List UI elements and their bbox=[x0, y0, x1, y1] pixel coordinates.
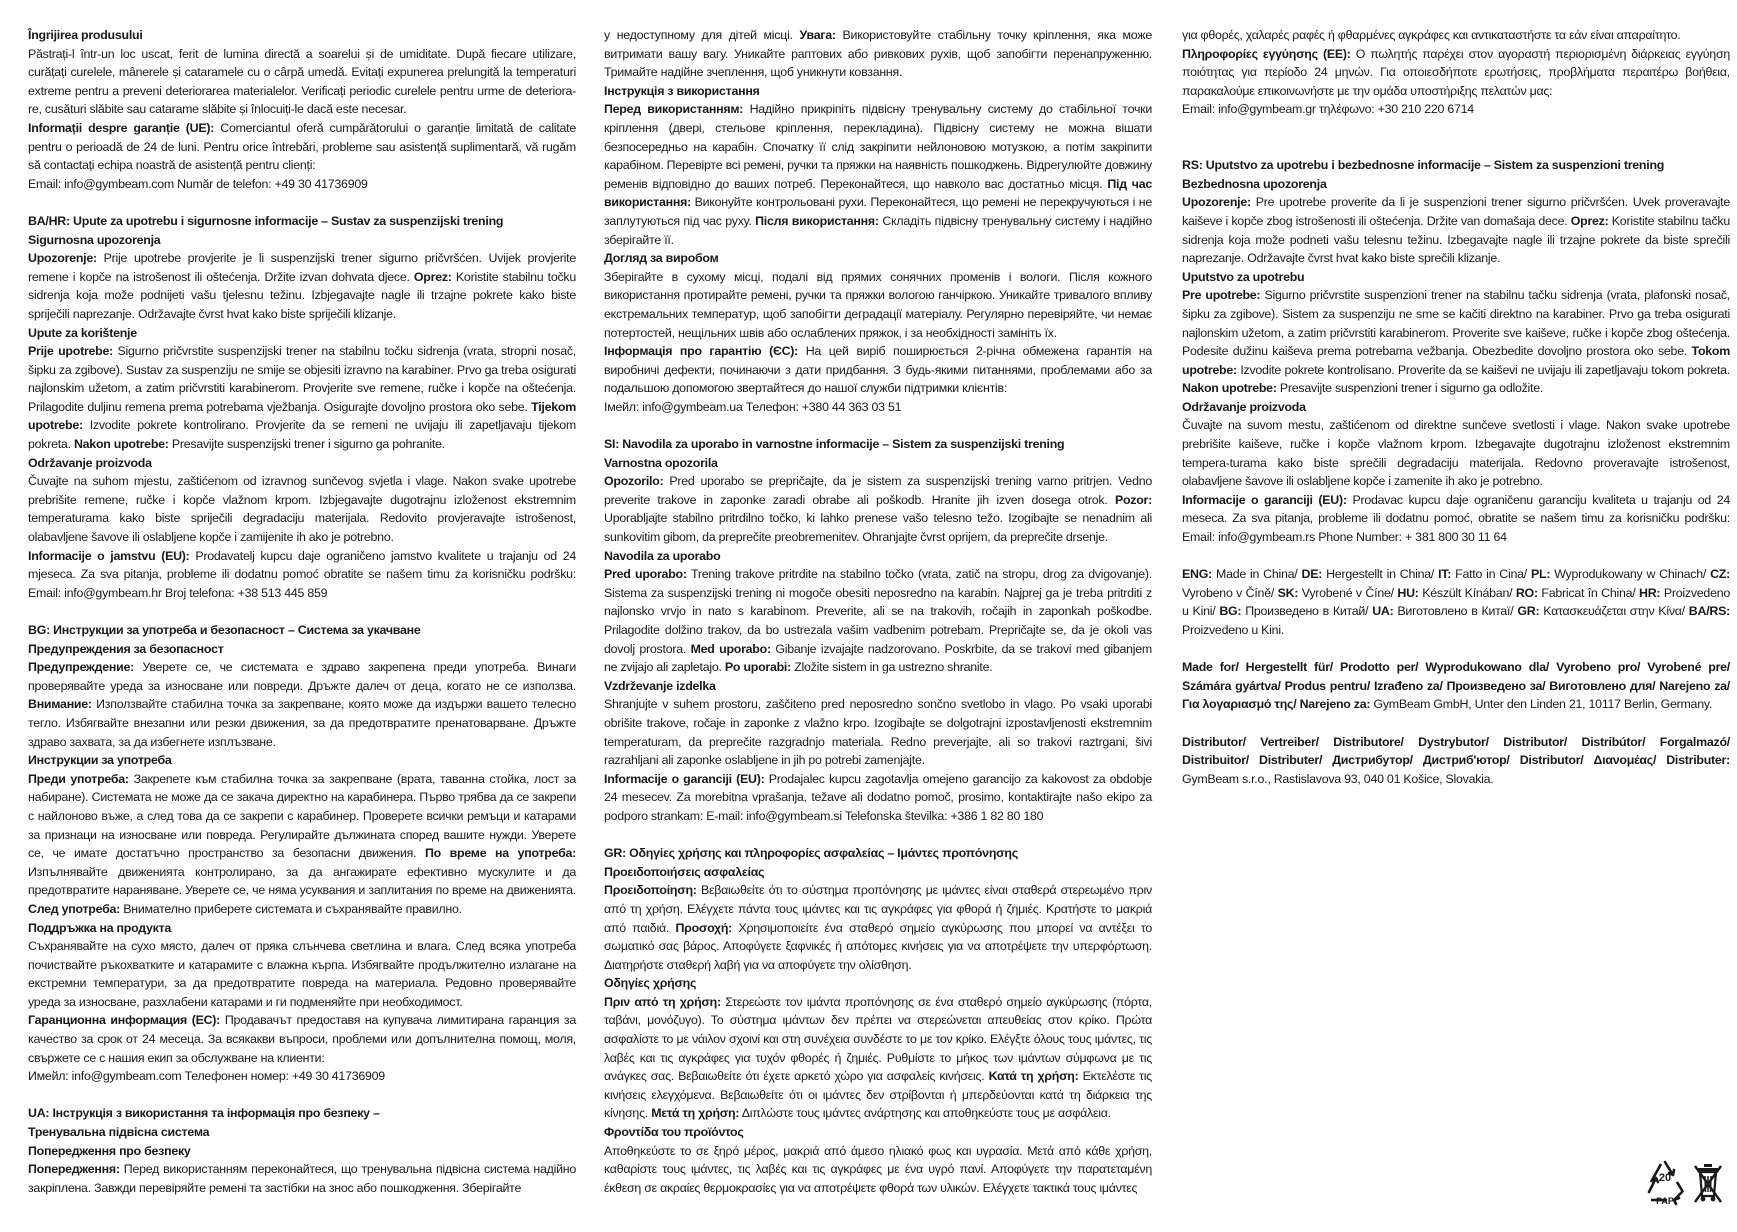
origin-label: SK: bbox=[1277, 585, 1299, 600]
rs-title: RS: Uputstvo za upotrebu i bezbednosne informacije – Sistem za suspenzioni trening bbox=[1182, 158, 1665, 173]
gr-before-text: Στερεώστε τον ιμάντα προπόνησης σε ένα σταθερό σημείο αγκύρωσης (πόρτα, ταβάνι, μονόζυγο). Το σύστημα ιμάντων δεν πρέπει να στερεώνεται απευθείας στον κρίκο. Πρώτα ασφαλίστε το με νάιλον σχοινί και στη συνέχεια συνδέστε το με τον κρίκο. Ελέγξτε όλους τους ιμάντες, τις λαβές και τις αγκράφες για τυχόν φθορές ή ζημιές. Ρυθμίστε το μήκος των ιμάντων σύμφωνα με τις ανάγκες σας. Βεβαιωθείτε ότι έχετε αρκετό χώρο για ασφαλείς κινήσεις. bbox=[604, 994, 1152, 1084]
rs-caution-label: Oprez: bbox=[1570, 213, 1609, 228]
rs-warn-text: Pre upotrebe proverite da li je suspenzioni trener sigurno pričvršćen. Uvek proveravajte kaiševe i kopče zbog istrošenosti ili oštećenja. Držite van domašaja dece. bbox=[1182, 195, 1730, 228]
origin-text: Készült Kínában/ bbox=[1418, 585, 1516, 600]
si-use-text bbox=[604, 565, 1152, 677]
gr-warn-label: Προειδοποίηση: bbox=[604, 883, 697, 898]
si-warranty bbox=[604, 770, 1152, 826]
rs-before-text: Sigurno pričvrstite suspenzioni trener na stabilnu tačku sidrenja (vrata, plafonski nosač, šipku za zgibove). Sistem za suspenziju ne sme se kačiti direktno na karabiner. Prvo ga treba osigurati najlonskim užetom, a zatim pričvrstiti karabinerom. Proverite sve kaiševe, ručke i kopče zbog oštećenja. Podesite dužinu kaiševa prema potrebama vežbanja. Obezbedite dovoljno prostora oko sebe. bbox=[1182, 288, 1730, 359]
column-1 bbox=[28, 26, 576, 1197]
rs-during-label: Tokom upotrebe: bbox=[1182, 344, 1730, 377]
recycle-number: 20 bbox=[1658, 1172, 1672, 1184]
distributor bbox=[1182, 733, 1730, 789]
gr-maint-title: Φροντίδα του προϊόντος bbox=[604, 1125, 744, 1140]
origin-text: Fatto in Cina/ bbox=[1451, 567, 1531, 582]
ua-caution-text: Використовуйте стабільну точку кріплення, яка може витримати вашу вагу. Уникайте раптових або ривкових рухів, щоб запобігти перенапруженню. Тримайте надійне зчеплення, щоб уникнути ковзання. bbox=[604, 28, 1152, 80]
origin-text: Произведено в Китай/ bbox=[1241, 604, 1373, 619]
ba-use-text bbox=[28, 342, 576, 454]
rs-caution-text: Koristite stabilnu tačku sidrenja koja može podneti vašu telesnu težinu. Izbegavajte nagle ili trzajne pokrete da biste sprečili naprezanje. Održavajte čvrst hvat kako biste sprečili klizanje. bbox=[1182, 213, 1730, 266]
ua-use-text bbox=[604, 100, 1152, 249]
bg-after-text: Внимателно приберете системата и съхранявайте правилно. bbox=[120, 901, 462, 916]
made-for bbox=[1182, 658, 1730, 714]
origin-text: Wyprodukowany w Chinach/ bbox=[1550, 567, 1711, 582]
origin-label: BG: bbox=[1219, 604, 1242, 619]
origin-text: Proizvedeno u Kini. bbox=[1182, 623, 1285, 637]
ua-warranty-text: На цей виріб поширюється 2-річна обмежена гарантія на виробничі дефекти, починаючи з дати придбання. З будь-якими питаннями, проблемами або за подальшою допомогою звертайтеся до нашої служби підтримки клієнтів: bbox=[604, 344, 1152, 396]
gr-during-label: Κατά τη χρήση: bbox=[988, 1069, 1079, 1084]
bg-maint-title: Поддръжка на продукта bbox=[28, 920, 172, 935]
si-warn-title: Varnostna opozorila bbox=[604, 455, 718, 470]
origin-label: ENG: bbox=[1182, 567, 1212, 582]
ba-use-title: Upute za korištenje bbox=[28, 325, 137, 340]
gr-warnings bbox=[604, 881, 1152, 974]
bg-warranty-text: Продавачът предоставя на купувача лимитирана гаранция за качество за срок от 24 месеца. За всякакви въпроси, проблеми или допълнителна помощ, моля, свържете се с нашия екип за обслужване на клиенти: bbox=[28, 1013, 576, 1065]
ba-after-label: Nakon upotrebe: bbox=[73, 437, 169, 452]
ua-contact: Імейл: info@gymbeam.ua Телефон: +380 44 363 03 51 bbox=[604, 399, 902, 414]
ro-contact: Email: info@gymbeam.com Număr de telefon: +49 30 41736909 bbox=[28, 176, 368, 191]
gr-warn-title: Προειδοποιήσεις ασφαλείας bbox=[604, 864, 765, 879]
si-before-label: Pred uporabo: bbox=[604, 567, 687, 582]
ua-warnings-start bbox=[28, 1160, 576, 1197]
ua-maint-title: Догляд за виробом bbox=[604, 251, 719, 266]
bg-before-text: Закрепете към стабилна точка за закрепване (врата, таванна стойка, лост за набиране). Системата не може да се закача директно на карабинера. Първо трябва да се закрепи с найлоново въже, а след това да се закрепи с карабинер. Проверете всички ремъци и катарами за признаци на износване или повреда. Регулирайте дължината според вашите нужди. Уверете се, че имате достатъчно пространство за безопасни движения. bbox=[28, 771, 576, 861]
bg-warnings bbox=[28, 658, 576, 751]
bg-use-text bbox=[28, 770, 576, 919]
rs-use-title: Uputstvo za upotrebu bbox=[1182, 269, 1305, 284]
gr-contact: Email: info@gymbeam.gr τηλέφωνο: +30 210 220 6714 bbox=[1182, 102, 1474, 117]
origin-label: HR: bbox=[1639, 585, 1661, 600]
gr-before-label: Πριν από τη χρήση: bbox=[604, 994, 721, 1009]
rs-warranty-text: Prodavac kupcu daje ograničenu garanciju kvaliteta u trajanju od 24 meseca. Za sva pitanja, probleme ili dodatnu pomoć, obratite se našem timu za korisničku podršku: Email: info@gymbeam.rs Phone Number: + 381 800 30 11 64 bbox=[1182, 492, 1731, 545]
origin-text: Proizvedeno u Kini/ bbox=[1182, 585, 1730, 619]
ba-warn-label: Upozorenje: bbox=[28, 251, 97, 266]
origin-label: PL: bbox=[1530, 567, 1551, 582]
country-of-origin bbox=[1182, 565, 1730, 639]
ro-warranty-label: Informații despre garanție (UE): bbox=[28, 120, 215, 135]
origin-text: Vyrobeno v Číně/ bbox=[1182, 585, 1278, 600]
bg-maint-text: Съхранявайте на сухо място, далеч от пряка слънчева светлина и влага. След всяка употреба почиствайте ръкохватките и катарамите с влажна кърпа. Избягвайте продължително излагане на екстремни температури, за да предотвратите повреда на материала. Редовно проверявайте уреда за износване, разхлабени катарами и ги подменяйте при необходимост. bbox=[28, 939, 576, 1009]
ua-warn-label: Попередження: bbox=[28, 1162, 120, 1177]
gr-warranty-label: Πληροφορίες εγγύησης (ΕΕ): bbox=[1182, 46, 1351, 61]
ba-warranty-label: Informacije o jamstvu (EU): bbox=[28, 548, 190, 563]
si-after-text: Zložite sistem in ga ustrezno shranite. bbox=[791, 660, 993, 675]
si-after-label: Po uporabi: bbox=[724, 660, 792, 675]
origin-label: RO: bbox=[1515, 585, 1538, 600]
ro-warranty-text: Comerciantul oferă cumpărătorului o garanție limitată de calitate pentru o perioadă de 24 de luni. Pentru orice întrebări, probleme sau asistență suplimentară, vă rugăm să contactați echipa noastră de asistență pentru clienți: bbox=[28, 120, 576, 173]
rs-after-text: Presavijte suspenzioni trener i sigurno ga odložite. bbox=[1276, 381, 1544, 396]
bg-attn-label: Внимание: bbox=[28, 697, 92, 712]
bg-contact: Имейл: info@gymbeam.com Телефонен номер: +49 30 41736909 bbox=[28, 1069, 385, 1084]
ua-warranty-label: Інформація про гарантію (ЄС): bbox=[604, 344, 799, 359]
ba-caution-label: Oprez: bbox=[413, 269, 452, 284]
si-warn-label: Opozorilo: bbox=[604, 474, 664, 489]
made-for-labels: Made for/ Hergestellt für/ Prodotto per/ Wyprodukowano dla/ Vyrobeno pro/ Vyrobené pre/ Számára gyártva/ Produs pentru/ Izrađeno za/ Произведено за/ Виготовлено для/ Narejeno za/ Για λογαριασμό της/ Narejeno za: bbox=[1182, 660, 1730, 712]
ba-warn-text: Prije upotrebe provjerite je li suspenzijski trener sigurno pričvršćen. Uvijek provjerite remene i kopče na istrošenost ili oštećenja. Držite izvan dohvata djece. bbox=[28, 251, 576, 284]
rs-during-text: Izvodite pokrete kontrolisano. Proverite da se kaiševi ne uvijaju ili zapetljavaju tokom pokreta. bbox=[1236, 362, 1730, 377]
ua-title-b: Тренувальна підвісна система bbox=[28, 1125, 210, 1140]
gr-after-label: Μετά τη χρήση: bbox=[651, 1106, 740, 1121]
bg-during-text: Изпълнявайте движенията контролирано, за да ангажирате ефективно мускулите и да предотвратите нараняване. Уверете се, че няма усуквания и заплитания по време на движенията. bbox=[28, 864, 576, 898]
gr-warn-text: Βεβαιωθείτε ότι το σύστημα προπόνησης με ιμάντες είναι σταθερά στερεωμένο πριν από τη χρήση. Ελέγχετε πάντα τους ιμάντες και τις αγκράφες για φθορά ή ζημιές. Κρατήστε το μακριά από παιδιά. bbox=[604, 883, 1152, 935]
rs-maint-title: Održavanje proizvoda bbox=[1182, 399, 1306, 414]
origin-label: UA: bbox=[1372, 604, 1394, 619]
ua-warranty bbox=[604, 342, 1152, 398]
si-warranty-text: Prodajalec kupcu zagotavlja omejeno garancijo za kakovost za obdobje 24 mesecev. Za morebitna vprašanja, težave ali dodatno pomoč, prosimo, kontaktirajte našo ekipo za podporo strankam: E-mail: info@gymbeam.si Telefonska številka: +386 1 82 80 180 bbox=[604, 771, 1152, 823]
origin-label: IT: bbox=[1438, 567, 1452, 582]
si-before-text: Trening trakove pritrdite na stabilno točko (vrata, zatič na stropu, drog za dvigovanje). Sistema za suspenzijski trening ni mogoče obesiti neposredno na karabin. Najprej ga je treba pritrditi z najlonsko vrvjo in nato s karabinom. Preverite, ali se na trakovih, ročajih in zaponkah poškodbe. Prilagodite dolžino trakov, da bo ustrezala vašim vadbenim potrebam. Prepričajte se, da je okoli vas dovolj prostora. bbox=[604, 567, 1153, 656]
origin-text: Hergestellt in China/ bbox=[1322, 567, 1439, 582]
column-3 bbox=[1182, 26, 1730, 788]
ua-use-title: Інструкція з використання bbox=[604, 83, 760, 98]
gr-caution-text: Χρησιμοποιείτε ένα σταθερό σημείο αγκύρωσης που μπορεί να αντέξει το σωματικό σας βάρος. Αποφύγετε ξαφνικές ή απότομες κινήσεις για να αποτρέψετε την υπερφόρτωση. Διατηρήστε σταθερή λαβή για να αποφύγετε την ολίσθηση. bbox=[604, 920, 1152, 972]
rs-warn-label: Upozorenje: bbox=[1182, 195, 1251, 210]
ua-after-label: Після використання: bbox=[755, 213, 879, 228]
rs-warnings bbox=[1182, 193, 1730, 267]
ba-before-label: Prije upotrebe: bbox=[28, 344, 113, 359]
ua-caution-label: Увага: bbox=[799, 28, 836, 42]
ba-before-text: Sigurno pričvrstite suspenzijski trener na stabilnu točku sidrenja (vrata, stropni nosač, šipku za zgibove). Sustav za suspenziju ne smije se objesiti izravno na karabiner. Prvo ga treba osigurati najlonskim užetom, a zatim pričvrstiti karabinerom. Provjerite sve remene, ručke i kopče na oštećenja. Prilagodite duljinu remena prema potrebama vježbanja. Osigurajte dovoljno prostora oko sebe. bbox=[28, 344, 576, 414]
made-for-address: GymBeam GmbH, Unter den Linden 21, 10117 Berlin, Germany. bbox=[1370, 697, 1713, 712]
ua-warn-title: Попередження про безпеку bbox=[28, 1143, 191, 1158]
ba-warnings bbox=[28, 249, 576, 323]
origin-label: BA/RS: bbox=[1688, 604, 1730, 619]
bg-after-label: След употреба: bbox=[28, 901, 121, 916]
si-during-label: Med uporabo: bbox=[690, 641, 771, 656]
si-warranty-label: Informacije o garanciji (EU): bbox=[604, 771, 765, 786]
rs-maint-text: Čuvajte na suvom mestu, zaštićenom od direktne sunčeve svetlosti i vlage. Nakon svake upotrebe prebrišite kaiševe, ručke i kopče vlažnom krpom. Izbegavajte dugotrajnu izloženost ekstremnim tempera-turama kako biste sprečili degradaciju materijala. Redovno proveravajte istrošenost, olabavljene šavove ili oslabljene kopče i zamenite ih ako je potrebno. bbox=[1182, 418, 1730, 489]
si-during-text: Gibanje izvajajte nadzorovano. Poskrbite, da se trakovi med gibanjem ne zvijajo ali zapletajo. bbox=[604, 641, 1152, 675]
rs-after-label: Nakon upotrebe: bbox=[1182, 381, 1277, 396]
ba-maint-text: Čuvajte na suhom mjestu, zaštićenom od izravnog sunčevog svjetla i vlage. Nakon svake upotrebe prebrišite remene, ručke i kopče vlažnom krpom. Izbjegavajte dugotrajnu izloženost ekstremnim temperaturama kako biste spriječili degradaciju materijala. Redovito provjeravajte istrošenost, olabavljene šavove ili oslabljene kopče i zamijenite ih ako je potrebno. bbox=[28, 474, 576, 545]
ua-maint-text: Зберігайте в сухому місці, подалі від прямих сонячних променів і вологи. Після кожного використання протирайте ремені, ручки та пряжки вологою ганчіркою. Уникайте тривалого впливу екстремальних температур, щоб запобігти деградації матеріалу. Регулярно перевіряйте, чи немає потертостей, нещільних швів або ослаблених пряжок, і за необхідності замініть їх. bbox=[604, 269, 1152, 340]
ua-warn-cont: у недоступному для дітей місці. bbox=[604, 28, 800, 42]
ba-warranty bbox=[28, 547, 576, 603]
spacer bbox=[1182, 547, 1730, 566]
si-maint-text: Shranjujte v suhem prostoru, zaščiteno pred neposredno sončno svetlobo in vlago. Po vsaki uporabi obrišite trakove, ročaje in zaponke z vlažno krpo. Izogibajte se dolgotrajni izpostavljenosti ekstremnim temperaturam, da preprečite razgradnjo materiala. Redno preverjajte, ali so trakovi raztrgani, šivi razrahljani ali zaponke oslabljene in jih po potrebi zamenjajte. bbox=[604, 697, 1152, 768]
si-caution-label: Pozor: bbox=[1114, 492, 1152, 507]
origin-label: DE: bbox=[1301, 567, 1323, 582]
distributor-labels: Distributor/ Vertreiber/ Distributore/ Dystrybutor/ Distributor/ Distribútor/ Forgalmazó/ Distribuitor/ Distributer/ Дистрибутор/ Дистриб'ютор/ Distributor/ Διανομέας/ Distributer: bbox=[1182, 734, 1730, 768]
origin-text: Fabricat în China/ bbox=[1537, 585, 1640, 600]
si-caution-text: Uporabljajte stabilno pritrdilno točko, ki lahko prenese vašo telesno težo. Izogibajte se nenadnim ali sunkovitim gibom, da preprečite preobremenitev. Ohranjajte čvrst oprijem, da preprečite drsenje. bbox=[604, 511, 1152, 545]
bg-attn-text: Използвайте стабилна точка за закрепване, която може да издържи вашето телесно тегло. Избягвайте внезапни или резки движения, за да предотвратите пренатоварване. Дръжте здраво захвата, за да избегнете изплъзване. bbox=[28, 697, 576, 749]
bg-during-label: По време на употреба: bbox=[424, 846, 576, 861]
ba-caution-text: Koristite stabilnu točku sidrenja koja može podnijeti vašu tjelesnu težinu. Izbjegavajte nagle ili trzajne pokrete kako biste spriječili naprezanje. Održavajte čvrst hvat kako biste spriječili klizanje. bbox=[28, 269, 576, 321]
bg-warn-title: Предупреждения за безопасност bbox=[28, 641, 224, 656]
bg-title: BG: Инструкции за употреба и безопасност – Система за укачване bbox=[28, 623, 421, 637]
ua-warnings-cont bbox=[604, 26, 1152, 82]
gr-use-title: Οδηγίες χρήσης bbox=[604, 976, 697, 991]
si-maint-title: Vzdrževanje izdelka bbox=[604, 678, 716, 693]
ba-after-text: Presavijte suspenzijski trener i sigurno ga pohranite. bbox=[168, 437, 445, 452]
ua-warn-text: Перед використанням переконайтеся, що тренувальна підвісна система надійно закріплена. Завжди перевіряйте ремені та застібки на знос або пошкодження. Зберігайте bbox=[28, 1162, 576, 1195]
spacer bbox=[1182, 640, 1730, 659]
rs-before-label: Pre upotrebe: bbox=[1182, 288, 1261, 303]
gr-warranty-text: Ο πωλητής παρέχει στον αγοραστή περιορισμένη διάρκειας εγγύηση ποιότητας για περίοδο 24 μηνών. Για οποιεσδήποτε ερωτήσεις, προβλήματα περαιτέρω βοήθεια, παρακαλούμε επικοινωνήστε με την ομάδα υποστήριξης πελατών μας: bbox=[1182, 46, 1730, 98]
ro-care-text: Păstrați-l într-un loc uscat, ferit de lumina directă a soarelui și de umiditate. După fiecare utilizare, curățați curelele, mânerele și cataramele cu o cârpă umedă. Evitați expunerea prelungită la temperaturi extreme pentru a preveni deteriorarea materialelor. Verificați periodic curelele pentru urme de deteriora-re, cusături slăbite sau catarame slăbite și înlocuiți-le dacă este necesar. bbox=[28, 46, 576, 117]
origin-text: Made in China/ bbox=[1211, 567, 1302, 582]
ro-care-title: Îngrijirea produsului bbox=[28, 28, 143, 42]
si-warn-text: Pred uporabo se prepričajte, da je sistem za suspenzijski trening varno pritrjen. Vedno preverite trakove in zaponke zaradi obrabe ali poškodb. Hranite jih izven dosega otrok. bbox=[604, 474, 1152, 507]
rs-warranty bbox=[1182, 491, 1730, 547]
ua-during-text: Виконуйте контрольовані рухи. Переконайтеся, що ремені не перекручуються і не заплутуються під час руху. bbox=[604, 195, 1152, 228]
ba-maint-title: Održavanje proizvoda bbox=[28, 455, 152, 470]
spacer bbox=[1182, 119, 1730, 138]
origin-label: GR: bbox=[1517, 604, 1540, 619]
bg-warn-text: Уверете се, че системата е здраво закрепена преди употреба. Винаги проверявайте уреда за износване или повреди. Дръжте далеч от деца, когато не се използва. bbox=[28, 660, 576, 693]
spacer bbox=[28, 602, 576, 621]
ua-after-text: Складіть підвісну тренувальну систему і надійно зберігайте її. bbox=[604, 213, 1152, 247]
gr-maint-text: Αποθηκεύστε το σε ξηρό μέρος, μακριά από άμεσο ηλιακό φως και υγρασία. Μετά από κάθε χρήση, καθαρίστε τους ιμάντες, τις λαβές και τις αγκράφες με ένα υγρό πανί. Αποφύγετε την παρατεταμένη έκθεση σε ακραίες θερμοκρασίες για να αποτρέψετε φθορά των υλικών. Ελέγχετε τακτικά τους ιμάντες bbox=[604, 1143, 1152, 1195]
si-warnings bbox=[604, 472, 1152, 546]
gr-title: GR: Οδηγίες χρήσης και πληροφορίες ασφαλείας – Ιμάντες προπόνησης bbox=[604, 846, 1018, 861]
ro-warranty bbox=[28, 119, 576, 175]
bg-before-label: Преди употреба: bbox=[28, 771, 129, 786]
bg-warn-label: Предупреждение: bbox=[28, 660, 134, 675]
bg-warranty bbox=[28, 1011, 576, 1067]
si-use-title: Navodila za uporabo bbox=[604, 548, 721, 563]
origin-label: HU: bbox=[1397, 585, 1419, 600]
ua-during-label: Під час використання: bbox=[604, 176, 1152, 210]
ba-during-text: Izvodite pokrete kontrolirano. Provjerite da se remeni ne uvijaju ili zapetljavaju tijekom pokreta. bbox=[28, 418, 576, 452]
rs-warn-title: Bezbednosna upozorenja bbox=[1182, 176, 1327, 191]
spacer bbox=[28, 193, 576, 212]
gr-after-text: Διπλώστε τους ιμάντες ανάρτησης και αποθηκεύστε τους με ασφάλεια. bbox=[739, 1106, 1111, 1121]
origin-text: Виготовлено в Китаї/ bbox=[1393, 604, 1518, 619]
spacer bbox=[1182, 714, 1730, 733]
spacer bbox=[604, 826, 1152, 845]
rs-use-text bbox=[1182, 286, 1730, 398]
gr-use-text bbox=[604, 993, 1152, 1123]
gr-during-text: Εκτελέστε τις κινήσεις ελεγχόμενα. Βεβαιωθείτε ότι οι ιμάντες δεν στρίβονται ή μπερδεύονται κατά τη διάρκεια της κίνησης. bbox=[604, 1069, 1152, 1121]
gr-maint-cont: για φθορές, χαλαρές ραφές ή φθαρμένες αγκράφες και αντικαταστήστε τα εάν είναι απαραίτητο. bbox=[1182, 28, 1681, 42]
ua-title-a: UA: Інструкція з використання та інформація про безпеку – bbox=[28, 1106, 380, 1121]
bg-warranty-label: Гаранционна информация (ЕС): bbox=[28, 1013, 221, 1028]
ua-before-label: Перед використанням: bbox=[604, 102, 744, 117]
ba-title: BA/HR: Upute za upotrebu i sigurnosne informacije – Sustav za suspenzijski trening bbox=[28, 213, 504, 228]
origin-text: Κατασκευάζεται στην Κίνα/ bbox=[1539, 604, 1689, 619]
ba-warn-title: Sigurnosna upozorenja bbox=[28, 232, 161, 247]
spacer bbox=[604, 416, 1152, 435]
crossed-bin-icon bbox=[1693, 1162, 1723, 1206]
recycle-code: PAP bbox=[1656, 1196, 1674, 1206]
bg-use-title: Инструкции за употреба bbox=[28, 753, 172, 768]
rs-warranty-label: Informacije o garanciji (EU): bbox=[1182, 492, 1347, 507]
origin-text: Vyrobené v Číne/ bbox=[1298, 585, 1398, 600]
gr-warranty bbox=[1182, 45, 1730, 101]
si-title: SI: Navodila za uporabo in varnostne informacije – Sistem za suspenzijski trening bbox=[604, 437, 1065, 452]
ba-during-label: Tijekom upotrebe: bbox=[28, 399, 576, 433]
ba-warranty-text: Prodavatelj kupcu daje ograničeno jamstvo kvalitete u trajanju od 24 mjeseca. Za sva pitanja, probleme ili dodatnu pomoć obratite se našem timu za korisničku podršku: Email: info@gymbeam.hr Broj telefona: +38 513 445 859 bbox=[28, 548, 576, 600]
spacer bbox=[1182, 138, 1730, 157]
spacer bbox=[28, 1086, 576, 1105]
ua-before-text: Надійно прикріпіть підвісну тренувальну систему до стабільної точки кріплення (двері, стельове кріплення, перекладина). Підвісну систему не можна вішати безпосередньо на карабін. Спочатку її слід закріпити нейлоновою мотузкою, а потім закріпити карабіном. Перевірте всі ремені, ручки та пряжки на наявність пошкоджень. Відрегулюйте довжину ременів відповідно до ваших потреб. Переконайтеся, що навколо вас достатньо місця. bbox=[604, 102, 1153, 191]
distributor-address: GymBeam s.r.o., Rastislavova 93, 040 01 Košice, Slovakia. bbox=[1182, 771, 1494, 786]
gr-caution-label: Προσοχή: bbox=[675, 920, 733, 935]
origin-label: CZ: bbox=[1710, 567, 1730, 582]
column-2 bbox=[604, 26, 1152, 1197]
